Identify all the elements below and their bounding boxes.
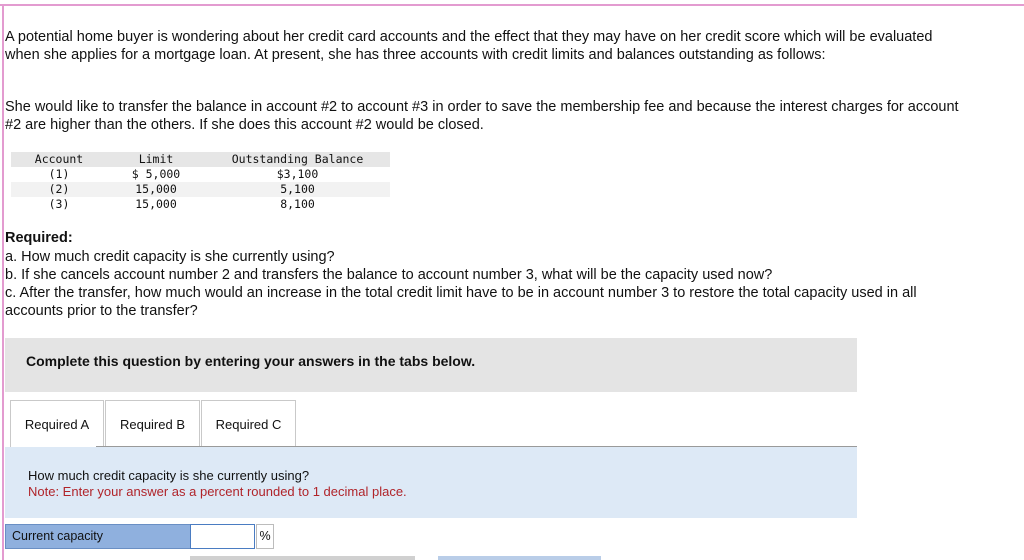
percent-unit: % <box>256 524 274 549</box>
table-row <box>11 167 390 182</box>
header-outstanding-balance: Outstanding Balance <box>205 152 390 167</box>
intro-paragraph-1: A potential home buyer is wondering about her credit card accounts and the effect that they may have on her credit score which will be evaluated when she applies for a mortgage loan. At present, she has three accounts with credit limits and balances outstanding as follows: <box>5 29 933 63</box>
required-heading: Required: <box>5 230 73 246</box>
header-account: Account <box>11 152 107 167</box>
intro-paragraph-2: She would like to transfer the balance in account #2 to account #3 in order to save the membership fee and because the interest charges for account #2 are higher than the others. If she does this account #2 would be closed. <box>5 99 959 133</box>
account-cell: (1) <box>48 167 70 181</box>
accounts-table <box>11 152 390 212</box>
header-limit: Limit <box>107 152 205 167</box>
account-cell: (2) <box>11 182 107 197</box>
tab-required-c[interactable]: Required C <box>201 400 296 448</box>
balance-cell: $3,100 <box>276 167 319 181</box>
limit-cell: 15,000 <box>135 197 177 211</box>
instruction-banner <box>5 338 857 392</box>
prev-nav-edge[interactable] <box>190 556 415 560</box>
question-text: How much credit capacity is she currently using? <box>28 468 310 483</box>
current-capacity-input[interactable] <box>190 524 255 549</box>
question-panel <box>5 447 857 518</box>
table-header-row <box>11 152 390 167</box>
page-left-border <box>2 4 4 560</box>
instruction-text: Complete this question by entering your answers in the tabs below. <box>26 353 476 369</box>
table-row <box>11 197 390 212</box>
next-nav-edge[interactable] <box>438 556 601 560</box>
account-cell: (3) <box>48 197 70 211</box>
tab-required-b[interactable]: Required B <box>105 400 200 448</box>
limit-cell: 15,000 <box>107 182 205 197</box>
required-list <box>5 248 965 320</box>
balance-cell: 8,100 <box>280 197 315 211</box>
tab-required-a[interactable]: Required A <box>10 400 104 449</box>
required-item-a: a. How much credit capacity is she currently using? <box>5 249 335 265</box>
required-item-c: c. After the transfer, how much would an increase in the total credit limit have to be in account number 3 to restore the total capacity used in all accounts prior to the transfer? <box>5 285 917 319</box>
question-note: Note: Enter your answer as a percent rounded to 1 decimal place. <box>28 484 407 499</box>
current-capacity-label: Current capacity <box>5 524 194 549</box>
required-item-b: b. If she cancels account number 2 and transfers the balance to account number 3, what will be the capacity used now? <box>5 267 773 283</box>
page-top-border <box>0 4 1024 6</box>
table-row <box>11 182 390 197</box>
balance-cell: 5,100 <box>205 182 390 197</box>
limit-cell: $ 5,000 <box>131 167 181 181</box>
